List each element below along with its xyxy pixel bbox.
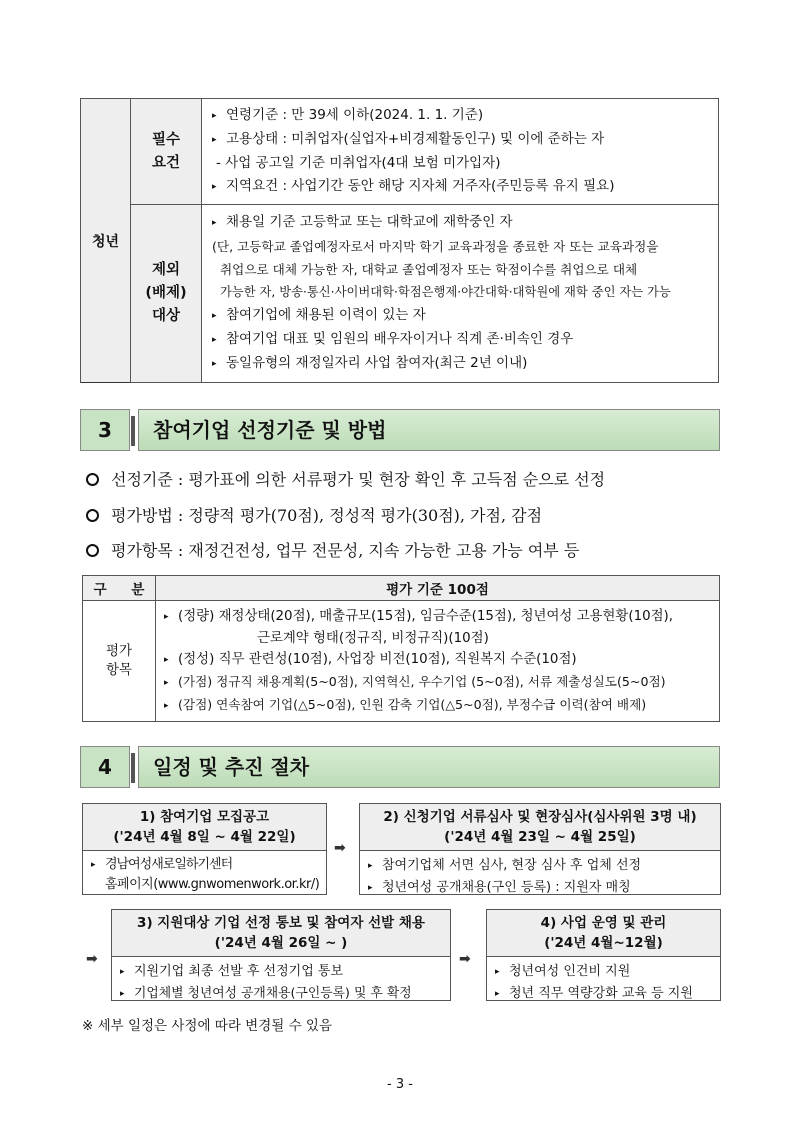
triangle-bullet-icon: ▸: [212, 311, 217, 322]
table-header-criteria: 평가 기준 100점: [156, 576, 720, 601]
circle-bullet-icon: [86, 473, 99, 486]
list-item: ▸ 경남여성새로일하기센터: [91, 855, 320, 875]
list-item: ▸ 고용상태 : 미취업자(실업자+비경제활동인구) 및 이에 준하는 자: [212, 128, 712, 152]
eligibility-table: [80, 98, 719, 383]
row-label: 평가 항목: [83, 601, 156, 722]
triangle-bullet-icon: ▸: [212, 359, 217, 370]
criteria-bullet: 선정기준 : 평가표에 의한 서류평가 및 현장 확인 후 고득점 순으로 선정: [86, 467, 746, 490]
evaluation-table: [82, 575, 720, 722]
list-item: ▸ 지역요건 : 사업기간 동안 해당 지자체 거주자(주민등록 유지 필요): [212, 175, 712, 199]
triangle-bullet-icon: ▸: [212, 335, 217, 346]
evaluation-items: [156, 601, 720, 722]
list-item: ▸ (정성) 직무 관련성(10점), 사업장 비전(10점), 직원복지 수준(10점): [164, 649, 713, 671]
list-item: ▸ 지원기업 최종 선발 후 선정기업 통보: [120, 961, 444, 983]
section-4-header: [80, 746, 720, 788]
arrow-right-icon: ➡: [459, 951, 468, 967]
step-header: 2) 신청기업 서류심사 및 현장심사(심사위원 3명 내) ('24년 4월 23일 ~ 4월 25일): [360, 804, 720, 851]
schedule-note: ※ 세부 일정은 사정에 따라 변경될 수 있음: [82, 1018, 333, 1034]
list-item: ▸ (감점) 연속참여 기업(△5~0점), 인원 감축 기업(△5~0점), 부정수급 이력(참여 배제): [164, 694, 713, 717]
section-number: 3: [80, 409, 130, 451]
list-item: - 사업 공고일 기준 미취업자(4대 보험 미가입자): [216, 155, 501, 172]
excluded-items: [202, 205, 719, 383]
list-item: ▸ 동일유형의 재정일자리 사업 참여자(최근 2년 이내): [212, 352, 712, 376]
items-bullet: 평가항목 : 재정건전성, 업무 전문성, 지속 가능한 고용 가능 여부 등: [86, 538, 746, 561]
triangle-bullet-icon: ▸: [91, 860, 95, 870]
triangle-bullet-icon: ▸: [164, 655, 169, 665]
category-label: 청년: [81, 99, 131, 383]
triangle-bullet-icon: ▸: [495, 989, 500, 999]
section-title: 일정 및 추진 절차: [138, 746, 720, 788]
list-item: ▸ (가점) 정규직 채용계획(5~0점), 지역혁신, 우수기업 (5~0점), 서류 제출성실도(5~0점): [164, 671, 713, 694]
list-item: 홈페이지(www.gnwomenwork.or.kr/): [105, 877, 320, 892]
list-item: (단, 고등학교 졸업예정자로서 마지막 학기 교육과정을 종료한 자 또는 교육과정을: [212, 239, 659, 255]
section-number: 4: [80, 746, 130, 788]
triangle-bullet-icon: ▸: [120, 967, 125, 977]
triangle-bullet-icon: ▸: [368, 883, 373, 893]
triangle-bullet-icon: ▸: [120, 989, 125, 999]
step-body: [83, 851, 326, 897]
circle-bullet-icon: [86, 509, 99, 522]
step-header: 1) 참여기업 모집공고 ('24년 4월 8일 ~ 4월 22일): [83, 804, 326, 851]
list-item: ▸ 참여기업체 서면 심사, 현장 심사 후 업체 선정: [368, 855, 714, 877]
list-item: ▸ (정량) 재정상태(20점), 매출규모(15점), 임금수준(15점), 청년여성 고용현황(10점),: [164, 606, 713, 628]
triangle-bullet-icon: ▸: [212, 218, 217, 229]
triangle-bullet-icon: ▸: [212, 182, 217, 193]
triangle-bullet-icon: ▸: [164, 612, 169, 622]
list-item: ▸ 참여기업에 채용된 이력이 있는 자: [212, 304, 712, 328]
list-item: ▸ 기업체별 청년여성 공개채용(구인등록) 및 후 확정: [120, 983, 444, 1005]
triangle-bullet-icon: ▸: [212, 111, 217, 122]
list-item: 취업으로 대체 가능한 자, 대학교 졸업예정자 또는 학점이수를 취업으로 대체: [220, 262, 638, 278]
list-item: ▸ 연령기준 : 만 39세 이하(2024. 1. 1. 기준): [212, 104, 712, 128]
method-bullet: 평가방법 : 정량적 평가(70점), 정성적 평가(30점), 가점, 감점: [86, 503, 746, 526]
step-body: [487, 957, 720, 1008]
list-item: ▸ 청년여성 인건비 지원: [495, 961, 714, 983]
step-3-box: [111, 909, 451, 1001]
list-item: ▸ 청년여성 공개채용(구인 등록) : 지원자 매칭: [368, 877, 714, 899]
required-items: [202, 99, 719, 205]
list-item: 근로계약 형태(정규직, 비정규직)(10점): [257, 631, 489, 646]
triangle-bullet-icon: ▸: [164, 678, 169, 688]
step-2-box: [359, 803, 721, 895]
triangle-bullet-icon: ▸: [164, 701, 169, 711]
section-title: 참여기업 선정기준 및 방법: [138, 409, 720, 451]
list-item: ▸ 청년 직무 역량강화 교육 등 지원: [495, 983, 714, 1005]
step-body: [112, 957, 450, 1008]
triangle-bullet-icon: ▸: [212, 135, 217, 146]
step-header: 3) 지원대상 기업 선정 통보 및 참여자 선발 채용 ('24년 4월 26일 ~ ): [112, 910, 450, 957]
step-body: [360, 851, 720, 902]
section-3-header: [80, 409, 720, 451]
step-4-box: [486, 909, 721, 1001]
circle-bullet-icon: [86, 544, 99, 557]
triangle-bullet-icon: ▸: [495, 967, 500, 977]
arrow-right-icon: ➡: [334, 840, 343, 856]
step-header: 4) 사업 운영 및 관리 ('24년 4월~12월): [487, 910, 720, 957]
step-1-box: [82, 803, 327, 895]
triangle-bullet-icon: ▸: [368, 861, 373, 871]
table-header-category: 구 분: [83, 576, 156, 601]
page-number: - 3 -: [387, 1077, 413, 1092]
required-label: 필수 요건: [131, 99, 202, 205]
arrow-right-icon: ➡: [86, 951, 95, 967]
list-item: 가능한 자, 방송·통신·사이버대학·학점은행제·야간대학·대학원에 재학 중인 자는 가능: [220, 285, 671, 300]
list-item: ▸ 채용일 기준 고등학교 또는 대학교에 재학중인 자: [212, 211, 712, 235]
excluded-label: 제외 (배제) 대상: [131, 205, 202, 383]
list-item: ▸ 참여기업 대표 및 임원의 배우자이거나 직계 존·비속인 경우: [212, 328, 712, 352]
